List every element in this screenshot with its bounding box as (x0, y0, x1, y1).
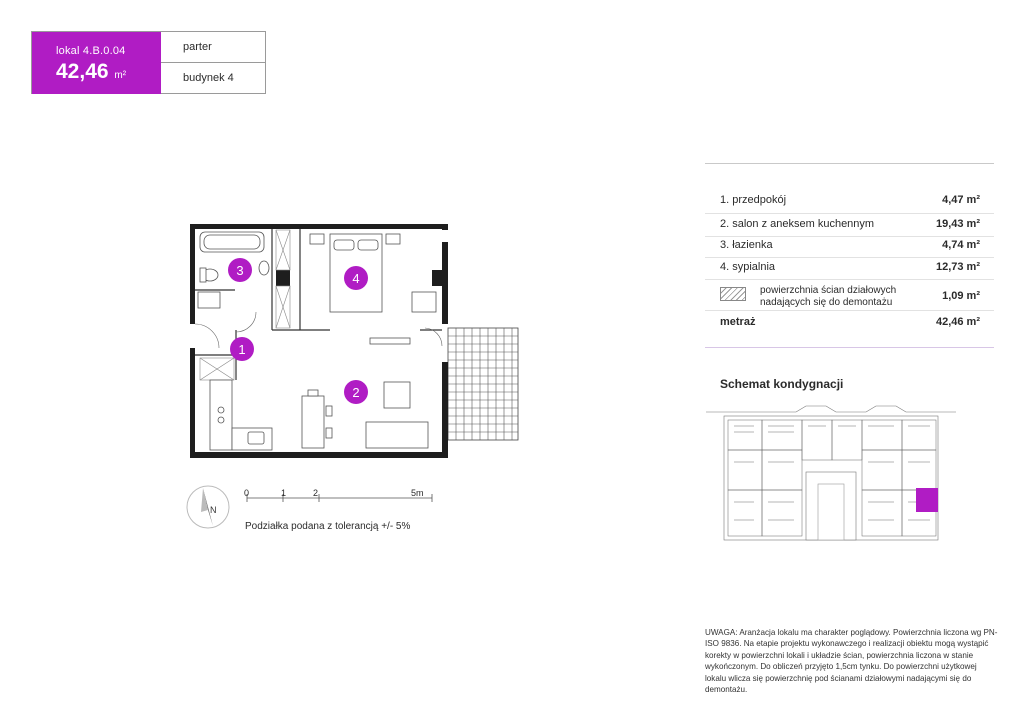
compass-icon (187, 486, 229, 528)
floor-label: parter (161, 32, 266, 63)
floor-plan (180, 220, 520, 460)
wall-note-line2: nadających się do demontażu (760, 297, 893, 308)
room-label: 3. łazienka (720, 239, 773, 251)
room-label: 1. przedpokój (720, 194, 787, 206)
row-divider (705, 213, 994, 214)
wall-note-line1: powierzchnia ścian działowych (760, 285, 897, 296)
room-marker-2: 2 (352, 385, 360, 400)
room-label: 2. salon z aneksem kuchennym (720, 218, 875, 230)
compass-north-label: N (210, 505, 217, 515)
room-label: 4. sypialnia (720, 261, 776, 273)
room-area: 12,73 m² (935, 261, 980, 273)
demolishable-wall-area: 1,09 m² (942, 290, 980, 302)
room-area: 4,74 m² (942, 239, 980, 251)
balcony-terrace (448, 328, 518, 440)
table-bottom-rule (705, 347, 994, 348)
row-divider (705, 310, 994, 311)
room-marker-3: 3 (236, 263, 244, 278)
unit-header-accent (32, 32, 161, 94)
building-label: budynek 4 (183, 72, 234, 84)
disclaimer-note: UWAGA: Aranżacja lokalu ma charakter poglądowy. Powierzchnia liczona wg PN-ISO 9836. Na etapie projektu wykonawczego i realizacji obiektu mogą wystąpić korekty w powierzchni lokali i układzie ścian, powierzchnia liczona w stanie wykończonym. Do obliczeń przyjęto 1,5cm tynku. Do powierzchni użytkowej lokalu wlicza się powierzchnię pod ścianami działowymi nadającymi się do demontażu. (705, 628, 998, 695)
scale-tick-1: 1 (281, 488, 287, 498)
scale-and-compass (185, 482, 435, 542)
schema-unit-highlight (916, 488, 938, 512)
room-area: 19,43 m² (935, 218, 980, 230)
row-divider (705, 257, 994, 258)
unit-number: lokal 4.B.0.04 (56, 45, 126, 57)
unit-header (31, 31, 266, 94)
floor-schema (706, 402, 956, 550)
unit-area (56, 60, 126, 84)
demolishable-wall-swatch (720, 287, 746, 301)
total-label: metraż (720, 316, 756, 328)
room-markers (228, 258, 368, 404)
room-marker-4: 4 (352, 271, 360, 286)
scale-tick-0: 0 (244, 488, 250, 498)
table-top-rule (705, 163, 994, 164)
floor-schema-title: Schemat kondygnacji (720, 377, 844, 391)
room-marker-1: 1 (238, 342, 246, 357)
room-area: 4,47 m² (942, 194, 980, 206)
kitchen (210, 380, 272, 450)
unit-area-value: 42,46 (56, 60, 109, 83)
row-divider (705, 236, 994, 237)
total-area: 42,46 m² (935, 316, 980, 328)
scale-tick-5m: 5m (411, 488, 424, 498)
bed (310, 234, 436, 312)
scale-tolerance-note: Podziałka podana z tolerancją +/- 5% (245, 521, 411, 532)
demolishable-wall-label (760, 285, 920, 309)
scale-bar (247, 494, 432, 502)
row-divider (705, 279, 994, 280)
unit-area-unit: m² (114, 70, 127, 81)
scale-tick-2: 2 (313, 488, 319, 498)
